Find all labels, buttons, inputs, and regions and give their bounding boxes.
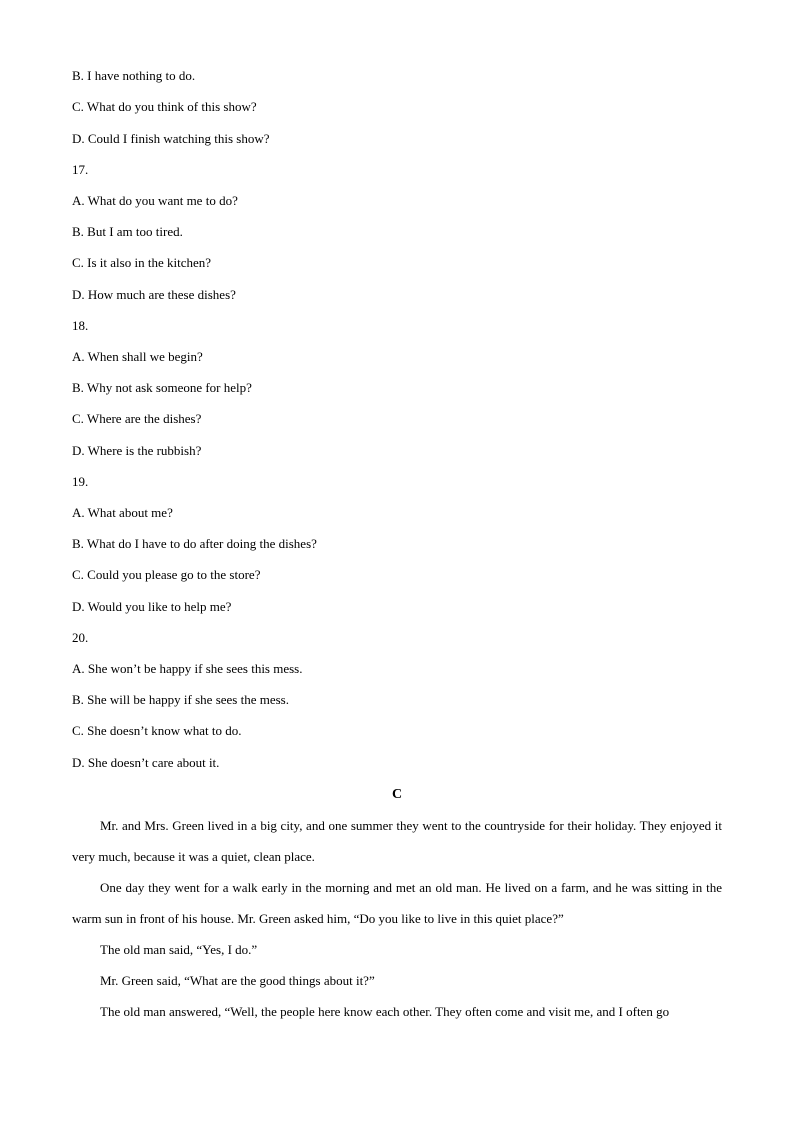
question-number: 20. <box>72 630 89 645</box>
passage-paragraph: The old man answered, “Well, the people here know each other. They often come and visit me, and I often go <box>100 1004 670 1019</box>
option-line: B. Why not ask someone for help? <box>72 380 252 395</box>
question-number: 17. <box>72 162 89 177</box>
option-line: B. But I am too tired. <box>72 224 183 239</box>
option-line: B. What do I have to do after doing the dishes? <box>72 536 317 551</box>
passage-paragraph: The old man said, “Yes, I do.” <box>100 942 258 957</box>
option-line: D. How much are these dishes? <box>72 287 236 302</box>
option-line: A. What about me? <box>72 505 173 520</box>
option-line: D. She doesn’t care about it. <box>72 755 220 770</box>
option-line: B. She will be happy if she sees the mess. <box>72 692 289 707</box>
question-number: 19. <box>72 474 89 489</box>
option-line: C. Could you please go to the store? <box>72 567 261 582</box>
option-line: A. What do you want me to do? <box>72 193 238 208</box>
option-line: A. She won’t be happy if she sees this mess. <box>72 661 303 676</box>
option-line: C. Is it also in the kitchen? <box>72 255 212 270</box>
option-line: C. Where are the dishes? <box>72 411 202 426</box>
option-line: A. When shall we begin? <box>72 349 203 364</box>
option-line: D. Would you like to help me? <box>72 599 232 614</box>
option-line: C. She doesn’t know what to do. <box>72 723 242 738</box>
option-line: B. I have nothing to do. <box>72 68 196 83</box>
passage-paragraph: One day they went for a walk early in the morning and met an old man. He lived on a farm, and he was sitting in the warm sun in front of his house. Mr. Green asked him, “Do you like to live in this quiet place?” <box>72 880 722 926</box>
option-line: D. Where is the rubbish? <box>72 443 202 458</box>
option-line: C. What do you think of this show? <box>72 99 257 114</box>
passage-paragraph: Mr. and Mrs. Green lived in a big city, and one summer they went to the countryside for their holiday. They enjoyed it very much, because it was a quiet, clean place. <box>72 818 722 864</box>
section-heading: C <box>391 787 403 802</box>
passage-paragraph: Mr. Green said, “What are the good things about it?” <box>100 973 375 988</box>
question-number: 18. <box>72 318 89 333</box>
option-line: D. Could I finish watching this show? <box>72 131 270 146</box>
